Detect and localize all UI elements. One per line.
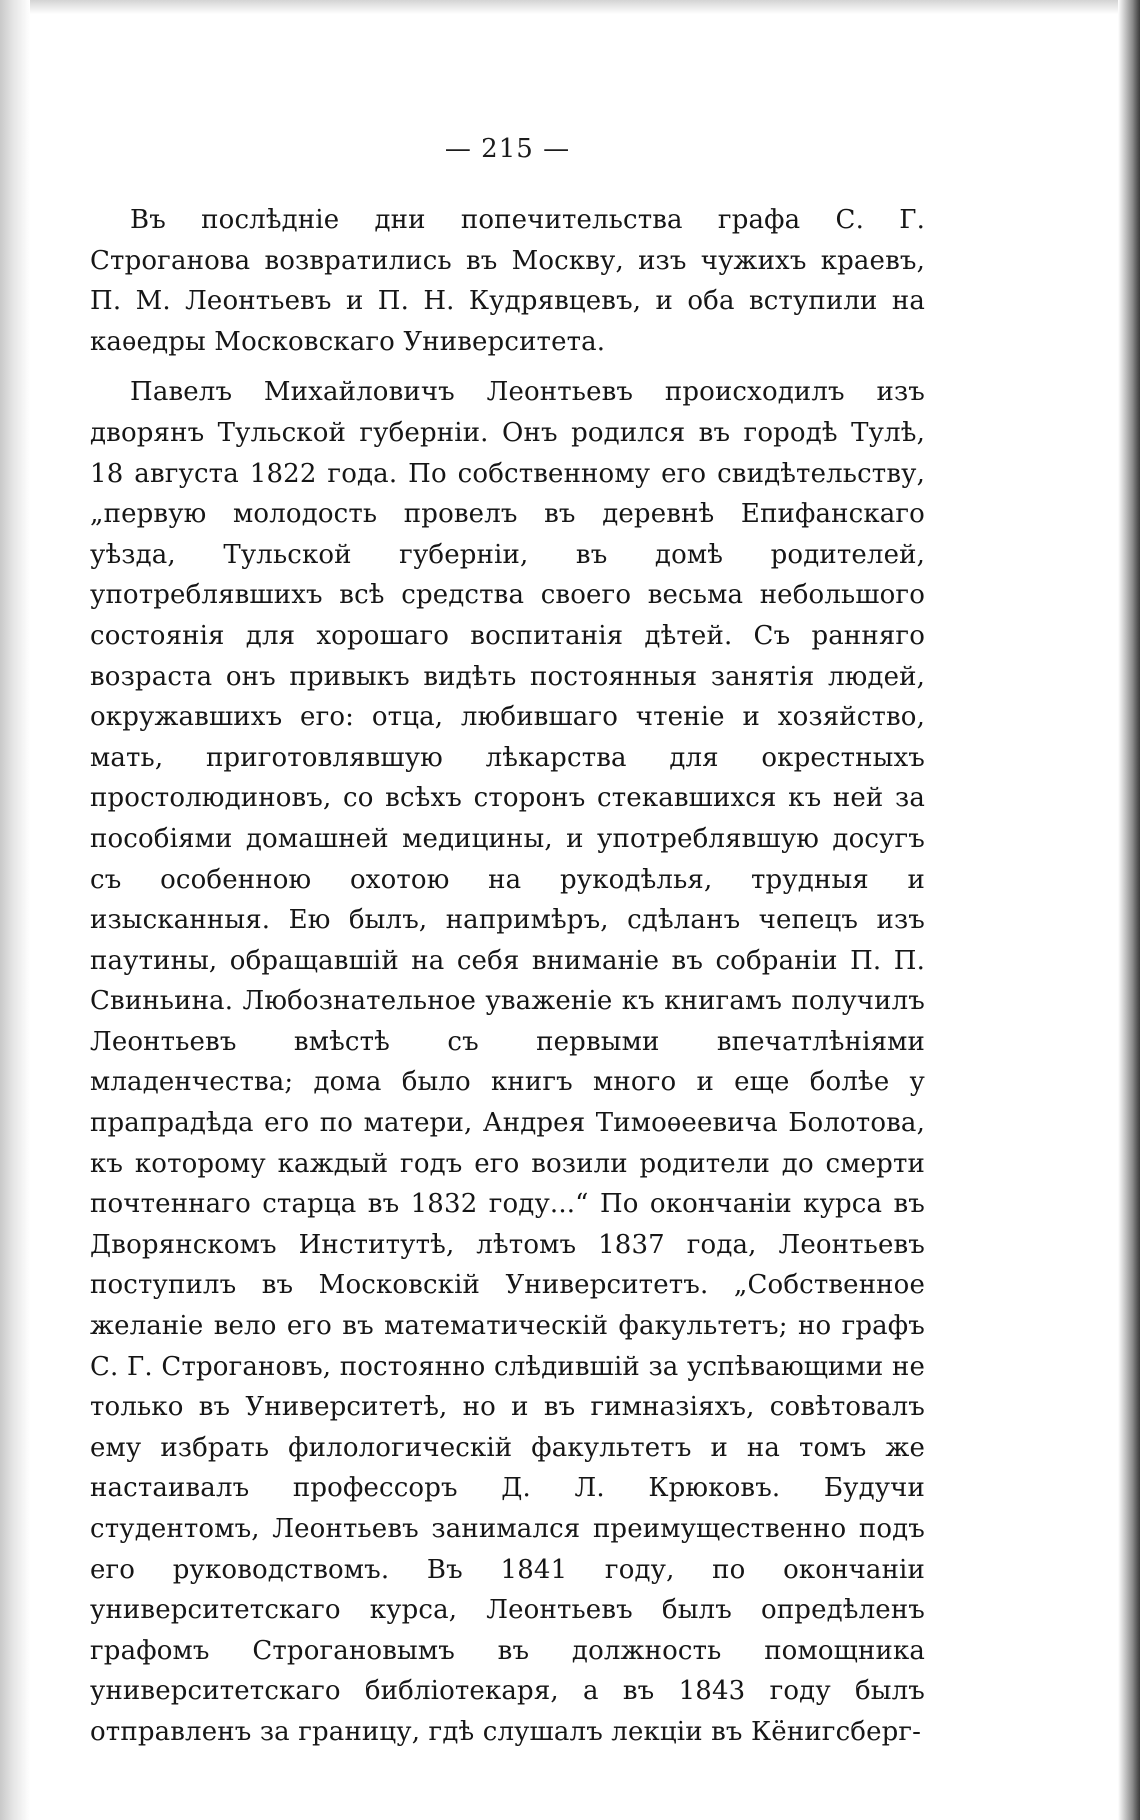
scan-left-edge	[0, 0, 30, 1820]
scan-top-edge	[0, 0, 1140, 14]
page-number: — 215 —	[444, 134, 571, 164]
book-page	[90, 134, 925, 1763]
paragraph-1: Въ послѣдніе дни попечительства графа С. Г. Строганова возвратились въ Москву, изъ чужихъ краевъ, П. М. Леонтьевъ и П. Н. Кудрявцевъ, и оба вступили на каѳедры Московскаго Университета.	[90, 205, 925, 357]
scan-right-edge	[1118, 0, 1140, 1820]
paragraph-2: Павелъ Михайловичъ Леонтьевъ происходилъ изъ дворянъ Тульской губерніи. Онъ родился въ городѣ Тулѣ, 18 августа 1822 года. По собственному его свидѣтельству, „первую молодость провелъ въ деревнѣ Епифанскаго уѣзда, Тульской губерніи, въ домѣ родителей, употреблявшихъ всѣ средства своего весьма небольшого состоянія для хорошаго воспитанія дѣтей. Съ ранняго возраста онъ привыкъ видѣть постоянныя занятія людей, окружавшихъ его: отца, любившаго чтеніе и хозяйство, мать, приготовлявшую лѣкарства для окрестныхъ простолюдиновъ, со всѣхъ сторонъ стекавшихся къ ней за пособіями домашней медицины, и употреблявшую досугъ съ особенною охотою на рукодѣлья, трудныя и изысканныя. Ею былъ, напримѣръ, сдѣланъ чепецъ изъ паутины, обращавшій на себя вниманіе въ собраніи П. П. Свиньина. Любознательное уваженіе къ книгамъ получилъ Леонтьевъ вмѣстѣ съ первыми впечатлѣніями младенчества; дома было книгъ много и еще болѣе у прапрадѣда его по матери, Андрея Тимоѳеевича Болотова, къ которому каждый годъ его возили родители до смерти почтеннаго старца въ 1832 году...“ По окончаніи курса въ Дворянскомъ Институтѣ, лѣтомъ 1837 года, Леонтьевъ поступилъ въ Московскій Университетъ. „Собственное желаніе вело его въ математическій факультетъ; но графъ С. Г. Строгановъ, постоянно слѣдившій за успѣвающими не только въ Университетѣ, но и въ гимназіяхъ, совѣтовалъ ему избрать филологическій факультетъ и на томъ же настаивалъ профессоръ Д. Л. Крюковъ. Будучи студентомъ, Леонтьевъ занимался преимущественно подъ его руководствомъ. Въ 1841 году, по окончаніи университетскаго курса, Леонтьевъ былъ опредѣленъ графомъ Строгановымъ въ должность помощника университетскаго библіотекаря, а въ 1843 году былъ отправленъ за границу, гдѣ слушалъ лекціи въ Кёнигсберг-	[90, 377, 925, 1747]
